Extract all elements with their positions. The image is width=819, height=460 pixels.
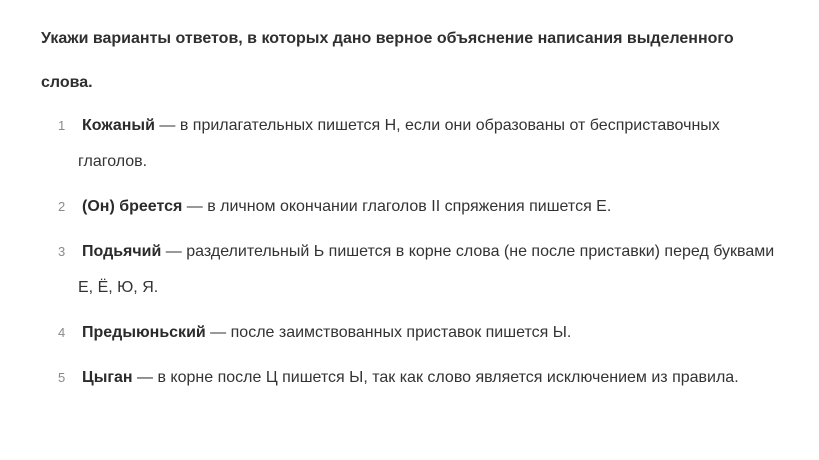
option-number: 5 (58, 370, 66, 385)
answer-options-list (58, 108, 778, 405)
answer-option-5[interactable] (58, 360, 778, 396)
answer-option-2[interactable] (58, 189, 778, 225)
option-text (78, 315, 778, 351)
answer-option-4[interactable] (58, 315, 778, 351)
answer-option-3[interactable] (58, 234, 778, 306)
option-number: 2 (58, 199, 66, 214)
option-text (78, 234, 778, 306)
question-text: Укажи варианты ответов, в которых дано верное объяснение написания выделенного слова. (41, 30, 734, 91)
highlighted-word: (Он) бреется (82, 198, 183, 215)
option-text (78, 189, 778, 225)
option-explanation: — в корне после Ц пишется Ы, так как слово является исключением из правила. (132, 369, 739, 386)
option-text (78, 108, 778, 180)
answer-option-1[interactable] (58, 108, 778, 180)
option-explanation: — после заимствованных приставок пишется Ы. (205, 324, 572, 341)
option-explanation: — в прилагательных пишется Н, если они образованы от бесприставочных глаголов. (78, 117, 720, 170)
option-text (78, 360, 778, 396)
highlighted-word: Предыюньский (82, 324, 206, 341)
option-number: 4 (58, 325, 66, 340)
highlighted-word: Кожаный (82, 117, 155, 134)
option-number: 1 (58, 118, 66, 133)
highlighted-word: Подьячий (82, 243, 162, 260)
option-explanation: — разделительный Ь пишется в корне слова (не после приставки) перед буквами Е, Ё, Ю, Я. (78, 243, 775, 296)
highlighted-word: Цыган (82, 369, 133, 386)
option-explanation: — в личном окончании глаголов II спряжения пишется Е. (182, 198, 612, 215)
option-number: 3 (58, 244, 66, 259)
